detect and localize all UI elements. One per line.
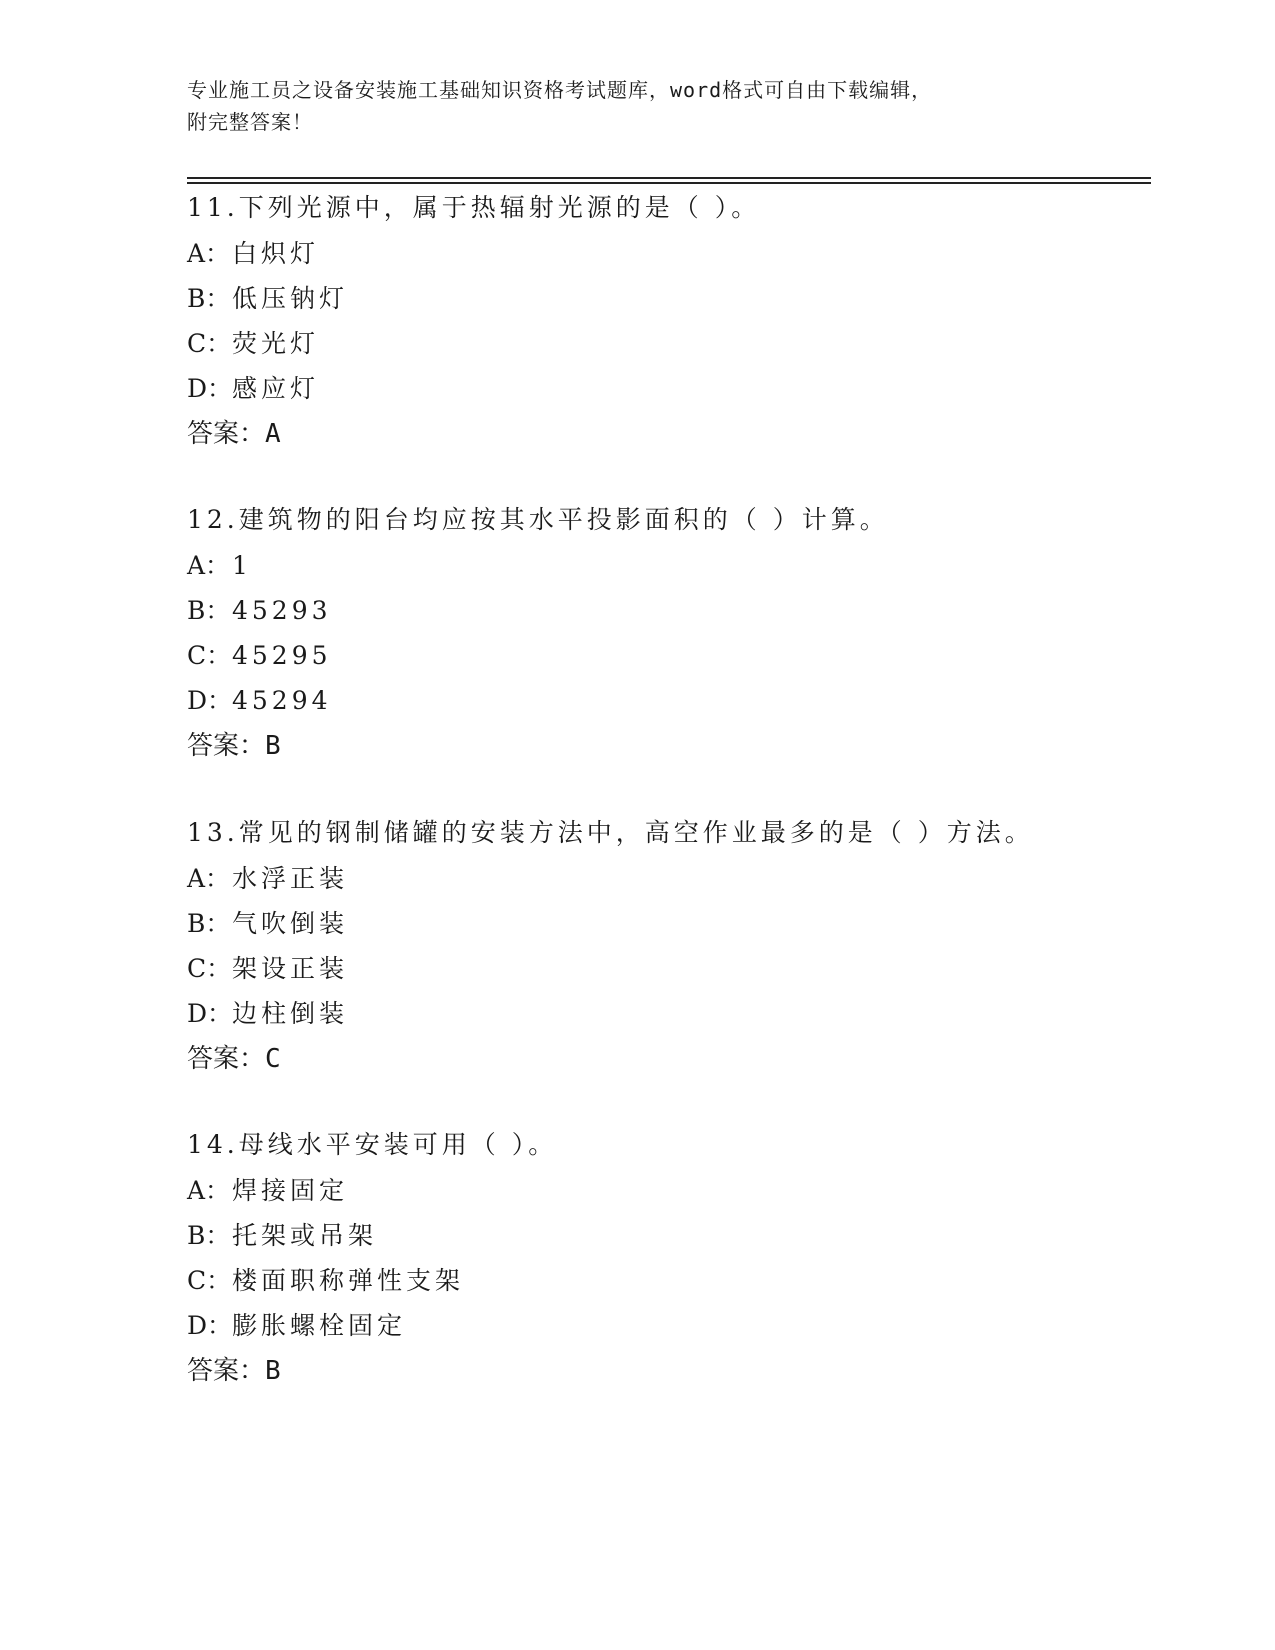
header-line-2: 附完整答案！ [187,110,313,134]
answer-line: 答案：B [187,731,281,761]
option-letter: A： [187,1176,231,1205]
option-c [187,321,1151,366]
option-text: 45294 [232,686,332,715]
option-text: 水浮正装 [232,864,349,893]
option-letter: A： [187,551,231,580]
question-stem: 13.常见的钢制储罐的安装方法中，高空作业最多的是（ ）方法。 [187,818,1034,847]
option-text: 感应灯 [232,374,320,403]
option-letter: C： [187,954,232,983]
option-b [187,1213,1151,1258]
answer-line: 答案：C [187,1044,281,1074]
option-d [187,1303,1151,1348]
option-letter: A： [187,864,231,893]
option-b [187,276,1151,321]
option-text: 荧光灯 [232,329,320,358]
option-letter: B： [187,1221,231,1250]
option-text: 托架或吊架 [232,1221,378,1250]
option-letter: C： [187,329,232,358]
option-text: 焊接固定 [232,1176,349,1205]
option-a [187,1168,1151,1213]
question-stem: 11.下列光源中，属于热辐射光源的是（ ）。 [187,193,761,222]
option-letter: D： [187,686,233,715]
question-13 [187,810,1151,1082]
option-a [187,231,1151,276]
option-letter: D： [187,374,233,403]
question-stem: 12.建筑物的阳台均应按其水平投影面积的（ ）计算。 [187,505,889,534]
option-d [187,991,1151,1036]
question-stem: 14.母线水平安装可用（ ）。 [187,1130,558,1159]
answer-line: 答案：A [187,419,281,449]
option-text: 气吹倒装 [232,909,349,938]
option-letter: D： [187,999,233,1028]
option-text: 低压钠灯 [232,284,349,313]
header-divider-bottom [187,182,1151,184]
option-text: 边柱倒装 [232,999,349,1028]
header-divider-top [187,177,1151,179]
option-letter: D： [187,1311,233,1340]
option-letter: B： [187,596,231,625]
option-text: 白炽灯 [232,239,320,268]
option-letter: B： [187,284,231,313]
option-d [187,366,1151,411]
option-a [187,856,1151,901]
option-c [187,946,1151,991]
option-d [187,678,1151,723]
option-c [187,1258,1151,1303]
option-b [187,901,1151,946]
option-text: 膨胀螺栓固定 [232,1311,407,1340]
header-line-1: 专业施工员之设备安装施工基础知识资格考试题库，word格式可自由下载编辑， [187,78,933,102]
option-a [187,543,1151,588]
option-letter: B： [187,909,231,938]
question-14 [187,1122,1151,1394]
option-letter: C： [187,641,232,670]
answer-line: 答案：B [187,1356,281,1386]
option-text: 45295 [232,641,332,670]
question-12 [187,497,1151,769]
option-b [187,588,1151,633]
option-text: 楼面职称弹性支架 [232,1266,465,1295]
option-letter: C： [187,1266,232,1295]
question-11 [187,185,1151,457]
option-text: 45293 [232,596,332,625]
option-c [187,633,1151,678]
option-text: 1 [232,551,252,580]
option-text: 架设正装 [232,954,349,983]
option-letter: A： [187,239,231,268]
document-header [187,74,1087,138]
